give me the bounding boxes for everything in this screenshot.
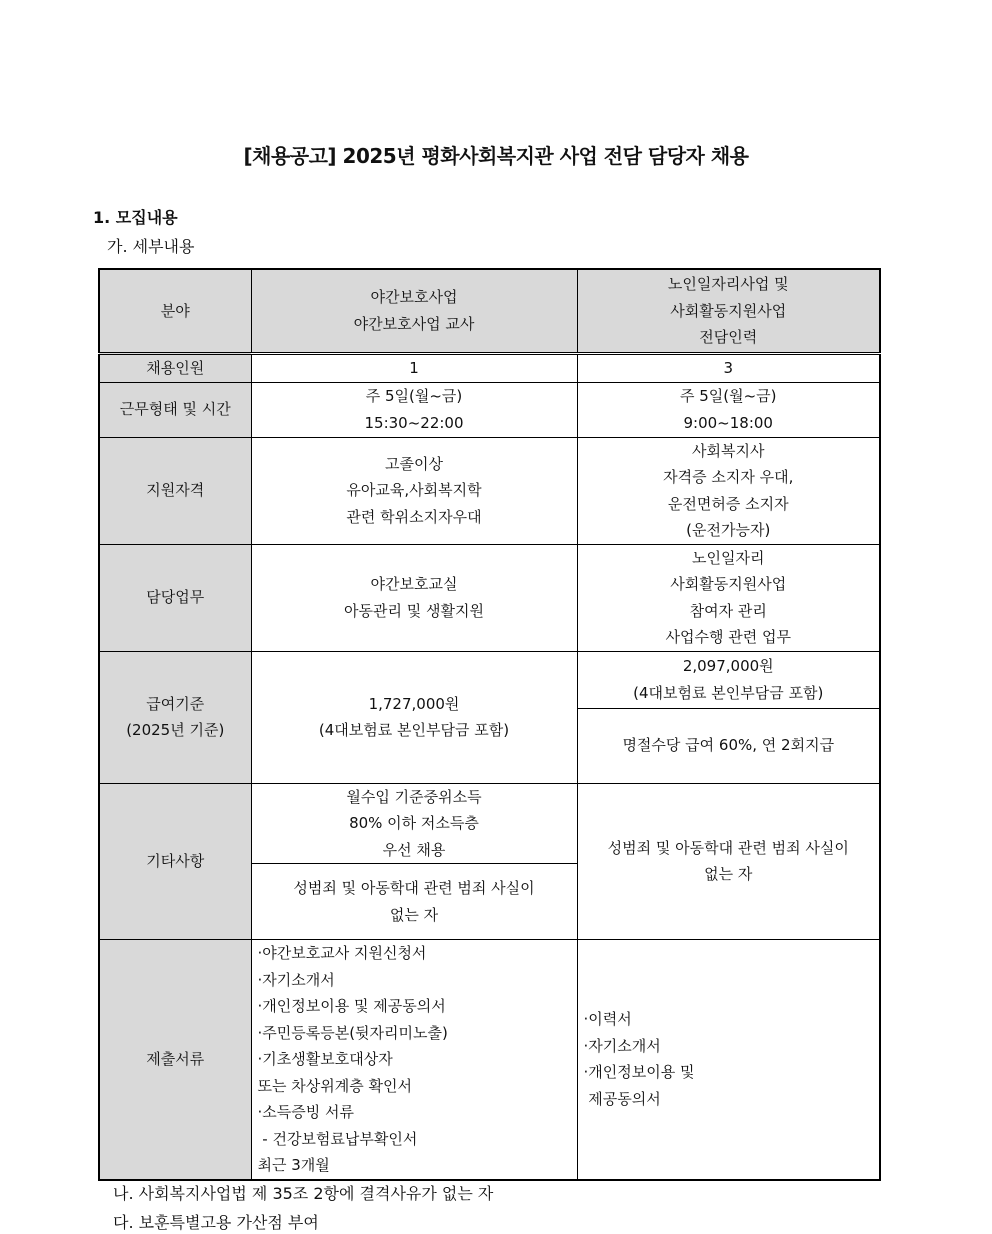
row-label: 기타사항 bbox=[146, 852, 205, 870]
row-label-cell bbox=[99, 353, 251, 382]
row-label: 제출서류 bbox=[146, 1050, 205, 1068]
table-row bbox=[99, 651, 880, 708]
cell-line: (4대보험료 본인부담금 포함) bbox=[318, 721, 510, 739]
cell-line: 자격증 소지자 우대, bbox=[663, 468, 794, 486]
cell-line: 아동관리 및 생활지원 bbox=[344, 601, 484, 620]
cell-line: 없는 자 bbox=[389, 905, 439, 924]
cell-line: 사회활동지원사업 bbox=[670, 575, 787, 593]
cell-line: 참여자 관리 bbox=[689, 601, 767, 620]
cell-text: 1 bbox=[409, 358, 419, 377]
doc-item: ·자기소개서 bbox=[257, 970, 335, 989]
table-cell bbox=[251, 544, 577, 651]
table-cell bbox=[577, 353, 880, 382]
header-col1-line: 야간보호사업 교사 bbox=[353, 314, 475, 333]
doc-item: ·개인정보이용 및 bbox=[583, 1063, 695, 1082]
cell-line: 운전면허증 소지자 bbox=[667, 494, 789, 513]
table-row bbox=[99, 382, 880, 437]
row-label: 담당업무 bbox=[146, 588, 205, 607]
cell-line: 고졸이상 bbox=[385, 454, 443, 473]
row-label: (2025년 기준) bbox=[126, 721, 225, 739]
cell-line: 1,727,000원 bbox=[368, 694, 460, 713]
doc-item: ·이력서 bbox=[583, 1010, 632, 1029]
field-label-cell bbox=[99, 269, 251, 353]
doc-item: ·야간보호교사 지원신청서 bbox=[257, 944, 427, 962]
table-cell bbox=[577, 651, 880, 708]
cell-line: 주 5일(월~금) bbox=[679, 387, 777, 405]
doc-item: - 건강보험료납부확인서 bbox=[257, 1129, 418, 1148]
table-cell bbox=[251, 783, 577, 864]
table-cell bbox=[251, 864, 577, 940]
doc-item: 또는 차상위계층 확인서 bbox=[257, 1076, 412, 1095]
header-col2-line: 사회활동지원사업 bbox=[670, 301, 787, 320]
row-label: 채용인원 bbox=[146, 358, 205, 377]
note-eligibility: 나. 사회복지사업법 제 35조 2항에 결격사유가 없는 자 bbox=[113, 1184, 494, 1203]
table-cell bbox=[577, 437, 880, 544]
cell-line: 80% 이하 저소득층 bbox=[349, 814, 479, 832]
cell-line: 9:00~18:00 bbox=[683, 413, 773, 432]
sub-heading: 가. 세부내용 bbox=[107, 237, 195, 256]
cell-line: 2,097,000원 bbox=[682, 657, 774, 675]
cell-line: 주 5일(월~금) bbox=[365, 387, 463, 405]
table-row bbox=[99, 437, 880, 544]
doc-item: ·소득증빙 서류 bbox=[257, 1103, 354, 1121]
doc-item: 최근 3개월 bbox=[257, 1156, 330, 1174]
cell-text: 3 bbox=[723, 358, 734, 377]
row-label: 급여기준 bbox=[146, 694, 205, 713]
table-cell bbox=[577, 544, 880, 651]
row-label: 지원자격 bbox=[146, 481, 205, 500]
header-col2-line: 노인일자리사업 및 bbox=[667, 275, 789, 293]
cell-line: 사업수행 관련 업무 bbox=[665, 628, 791, 646]
row-label-cell bbox=[99, 783, 251, 940]
cell-line: (운전가능자) bbox=[686, 521, 771, 539]
cell-line: 사회복지사 bbox=[692, 441, 765, 460]
table-cell bbox=[251, 437, 577, 544]
row-label-cell bbox=[99, 382, 251, 437]
row-label-cell bbox=[99, 544, 251, 651]
table-row bbox=[99, 544, 880, 651]
page-title: [채용공고] 2025년 평화사회복지관 사업 전담 담당자 채용 bbox=[243, 144, 749, 168]
cell-line: 성범죄 및 아동학대 관련 범죄 사실이 bbox=[293, 879, 535, 897]
cell-line: 우선 채용 bbox=[382, 840, 446, 859]
note-veterans-bonus: 다. 보훈특별고용 가산점 부여 bbox=[113, 1213, 319, 1232]
header-col1-cell bbox=[251, 269, 577, 353]
row-label: 근무형태 및 시간 bbox=[119, 400, 231, 419]
cell-line: 유아교육,사회복지학 bbox=[346, 481, 482, 500]
doc-item: ·자기소개서 bbox=[583, 1036, 661, 1055]
header-col1-line: 야간보호사업 bbox=[370, 288, 458, 307]
cell-line: 관련 학위소지자우대 bbox=[346, 507, 482, 526]
cell-line: 성범죄 및 아동학대 관련 범죄 사실이 bbox=[607, 838, 849, 857]
cell-line: 없는 자 bbox=[704, 865, 753, 884]
row-label-cell bbox=[99, 940, 251, 1180]
table-row bbox=[99, 783, 880, 864]
section-heading: 1. 모집내용 bbox=[93, 208, 178, 227]
table-cell bbox=[251, 651, 577, 783]
field-label: 분야 bbox=[160, 301, 190, 320]
table-cell bbox=[577, 382, 880, 437]
cell-text: 명절수당 급여 60%, 연 2회지급 bbox=[622, 736, 835, 755]
table-row bbox=[99, 353, 880, 382]
table-cell bbox=[577, 783, 880, 940]
cell-line: (4대보험료 본인부담금 포함) bbox=[633, 683, 824, 702]
table-header-row bbox=[99, 269, 880, 353]
doc-item: 제공동의서 bbox=[583, 1089, 661, 1108]
cell-line: 노인일자리 bbox=[692, 548, 765, 567]
recruitment-table bbox=[98, 268, 881, 1181]
table-cell bbox=[251, 353, 577, 382]
cell-line: 월수입 기준중위소득 bbox=[346, 787, 482, 806]
header-col2-cell bbox=[577, 269, 880, 353]
table-row bbox=[99, 940, 880, 1180]
header-col2-line: 전담인력 bbox=[699, 328, 758, 346]
table-cell bbox=[251, 382, 577, 437]
cell-line: 15:30~22:00 bbox=[364, 413, 464, 432]
table-cell bbox=[577, 940, 880, 1180]
row-label-cell bbox=[99, 651, 251, 783]
doc-item: ·개인정보이용 및 제공동의서 bbox=[257, 997, 446, 1015]
doc-item: ·주민등록등본(뒷자리미노출) bbox=[257, 1023, 448, 1042]
cell-line: 야간보호교실 bbox=[370, 575, 458, 593]
row-label-cell bbox=[99, 437, 251, 544]
table-cell bbox=[251, 940, 577, 1180]
doc-item: ·기초생활보호대상자 bbox=[257, 1050, 393, 1068]
table-cell bbox=[577, 708, 880, 783]
